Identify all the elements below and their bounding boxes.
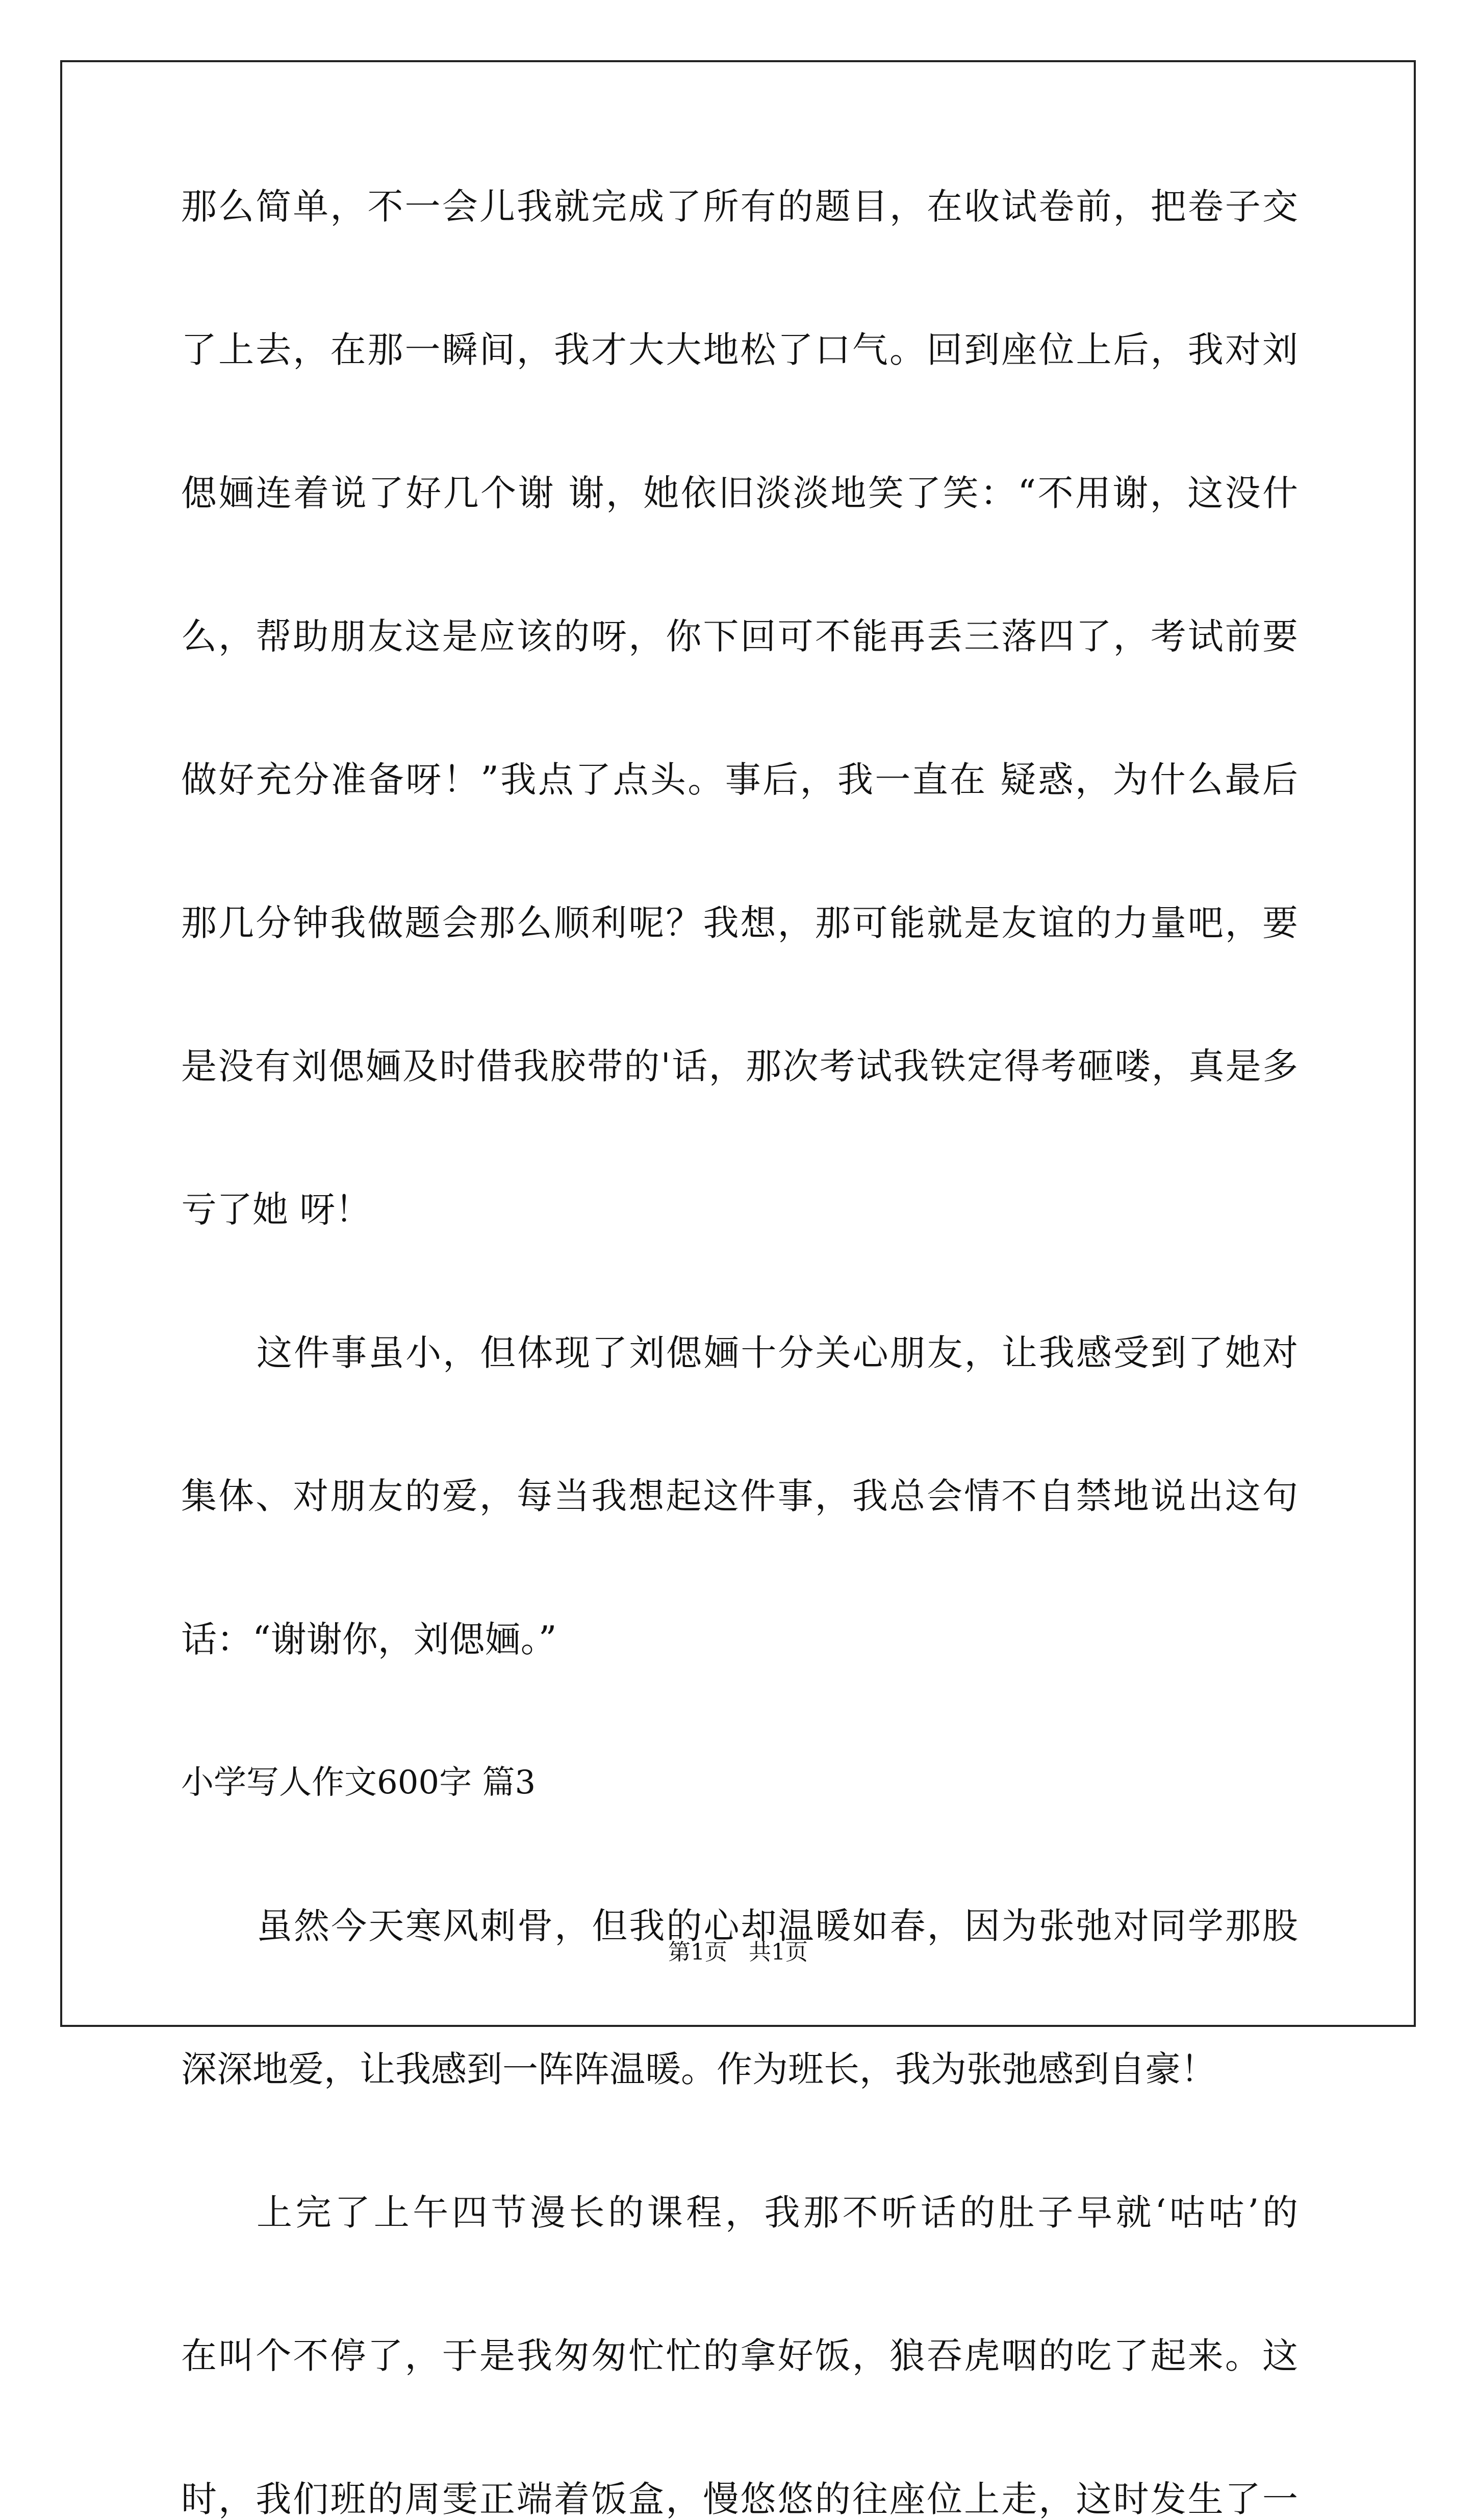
body-line: 是没有刘偲婳及时借我胶带的'话，那次考试我铁定得考砸喽，真是多 [181, 1045, 1298, 1087]
section-heading: 小学写人作文600字 篇3 [181, 1764, 536, 1802]
body-line: 了上去，在那一瞬间，我才大大地松了口气。回到座位上后，我对刘 [181, 329, 1298, 371]
paragraph-start-line: 虽然今天寒风刺骨，但我的心却温暖如春，因为张弛对同学那股 [257, 1905, 1298, 1947]
body-line: 亏了她 呀！ [181, 1189, 371, 1230]
paragraph-start-line: 这件事虽小，但体现了刘偲婳十分关心朋友，让我感受到了她对 [257, 1332, 1298, 1374]
body-line: 偲婳连着说了好几个谢 谢，她依旧淡淡地笑了笑：“不用谢，这没什 [181, 472, 1298, 514]
document-body [181, 186, 1298, 2520]
body-line: 做好充分准备呀！”我点了点头。事后，我一直在 疑惑，为什么最后 [181, 759, 1298, 801]
body-line: 深深地爱，让我感到一阵阵温暖。作为班长，我为张弛感到自豪！ [181, 2048, 1216, 2090]
body-line: 那么简单，不一会儿我就完成了所有的题目，在收试卷前，把卷子交 [181, 186, 1298, 227]
body-line: 话：“谢谢你，刘偲婳。” [181, 1618, 557, 1660]
paragraph-start-line: 上完了上午四节漫长的课程，我那不听话的肚子早就‘咕咕’的 [257, 2192, 1298, 2233]
body-line: 么，帮助朋友这是应该的呀，你下回可不能再丢三落四了，考试前要 [181, 615, 1298, 657]
body-line: 那几分钟我做题会那么顺利呢？我想，那可能就是友谊的力量吧，要 [181, 902, 1298, 944]
body-line: 集体、对朋友的爱，每当我想起这件事，我总会情不自禁地说出这句 [181, 1475, 1298, 1517]
body-line: 时，我们班的周雯正端着饭盒，慢悠悠的往座位上走，这时发生了一 [181, 2478, 1298, 2520]
body-line: 在叫个不停了，于是我匆匆忙忙的拿好饭，狼吞虎咽的吃了起来。这 [181, 2335, 1298, 2377]
page-number-footer: 第1页 共1页 [668, 1939, 808, 1965]
